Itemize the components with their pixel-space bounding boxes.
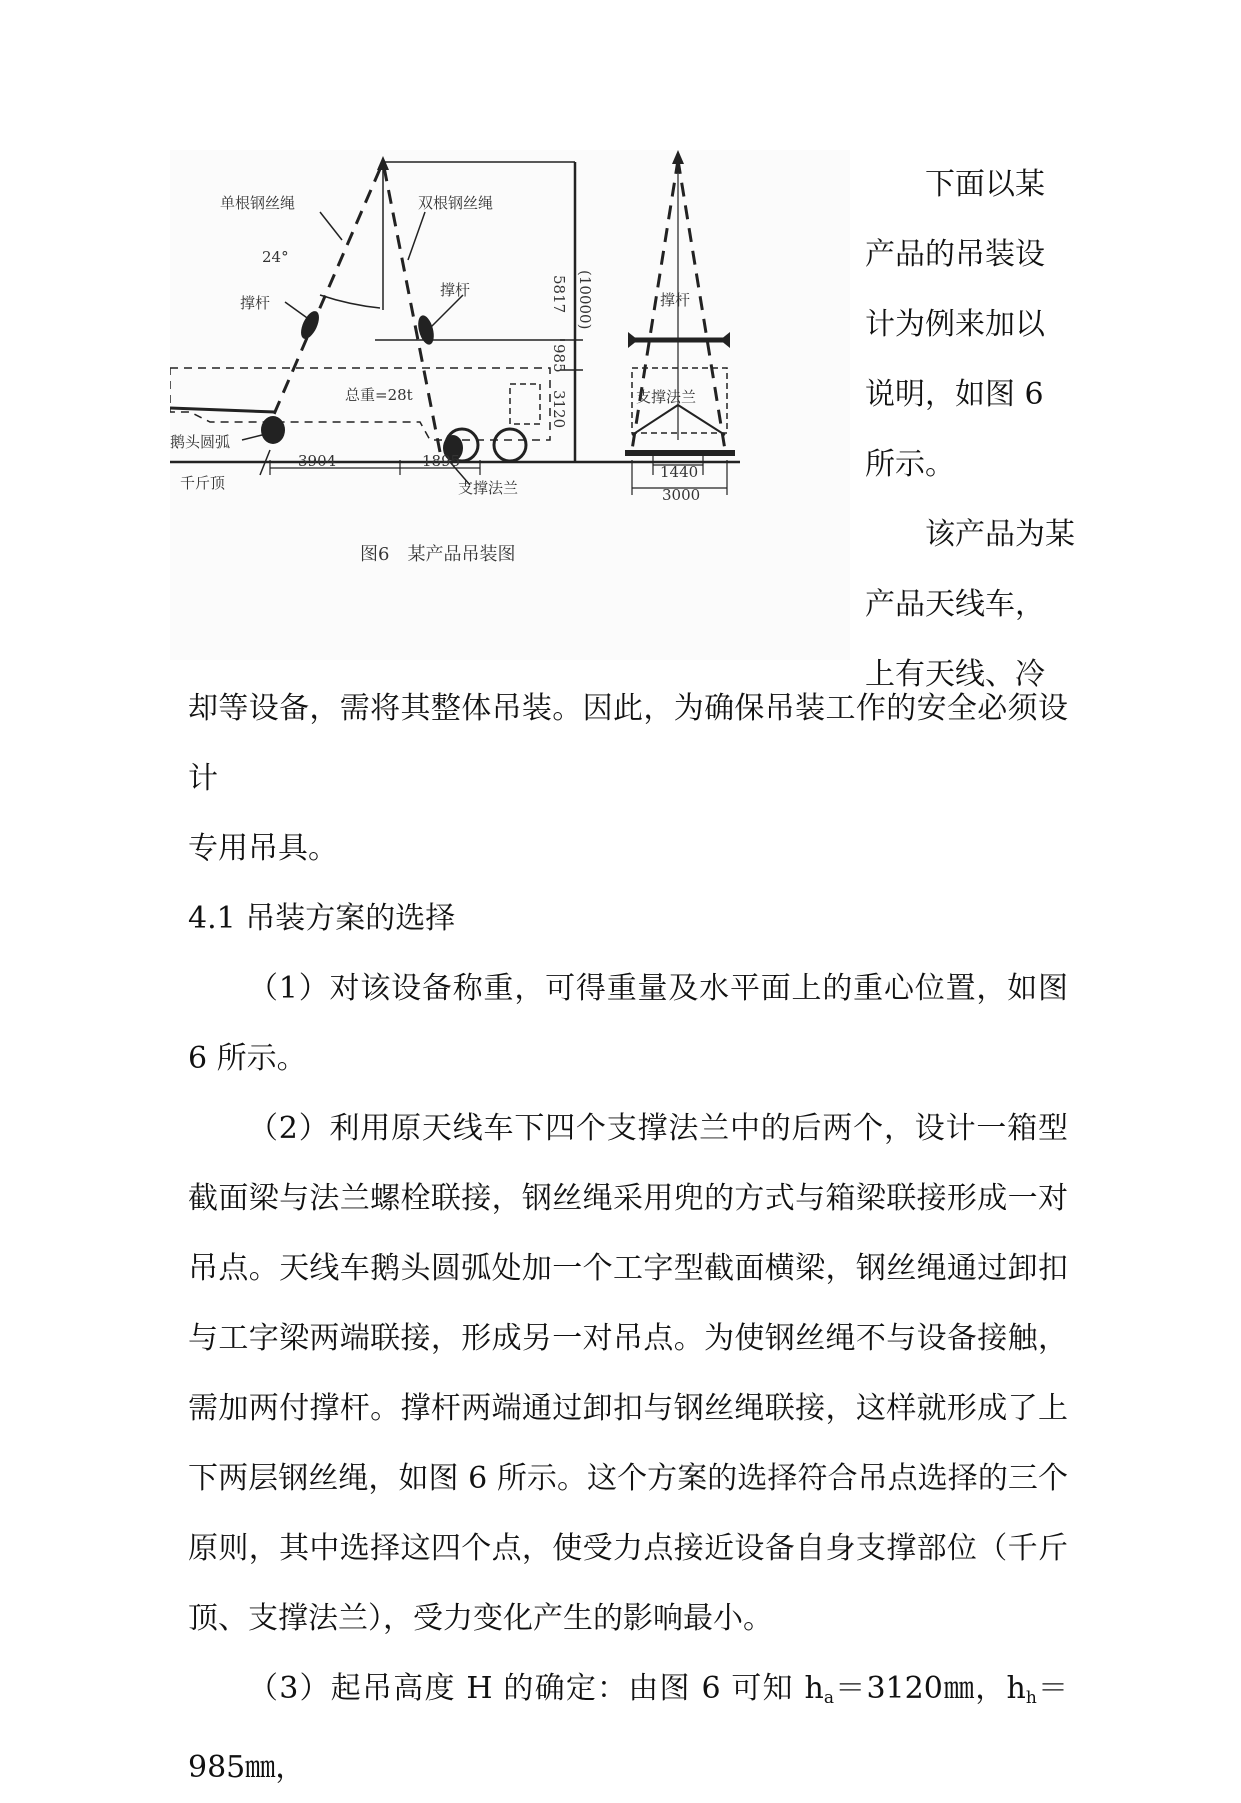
dim-1440: 1440 bbox=[660, 463, 699, 481]
paragraph-text: ＝985㎜， bbox=[188, 1671, 1069, 1785]
label-angle: 24° bbox=[262, 248, 289, 266]
paragraph-text: （3）起吊高度 H 的确定：由图 6 可知 h bbox=[248, 1671, 824, 1706]
lifting-diagram bbox=[170, 150, 850, 660]
section-title: 4.1 吊装方案的选择 bbox=[188, 901, 456, 936]
paragraph-line: 却等设备，需将其整体吊装。因此，为确保吊装工作的安全必须设计 bbox=[188, 691, 1068, 796]
label-strut-left: 撑杆 bbox=[240, 294, 271, 312]
sidebar-line: 上有天线、冷 bbox=[865, 657, 1045, 692]
lifting-figure bbox=[170, 150, 850, 660]
label-gooseneck-arc: 鹅头圆弧 bbox=[170, 433, 231, 451]
sidebar-line: 产品的吊装设 bbox=[865, 237, 1045, 272]
paragraph-text: ＝3120㎜，h bbox=[834, 1671, 1026, 1706]
dim-985: 985 bbox=[550, 344, 568, 373]
dim-10000: (10000) bbox=[576, 270, 594, 330]
sidebar-line: 说明，如图 6 bbox=[865, 377, 1044, 412]
dim-3120: 3120 bbox=[550, 390, 568, 429]
label-strut-right: 撑杆 bbox=[660, 291, 691, 309]
sidebar-text bbox=[865, 150, 1085, 710]
sidebar-line: 计为例来加以 bbox=[865, 307, 1045, 342]
sidebar-line: 所示。 bbox=[865, 447, 955, 482]
label-total-weight: 总重=28t bbox=[345, 386, 413, 404]
gooseneck-hook bbox=[261, 416, 285, 444]
label-jack: 千斤顶 bbox=[180, 474, 226, 492]
main-text bbox=[188, 674, 1068, 1803]
dim-1895: 1895 bbox=[422, 452, 461, 470]
paragraph bbox=[188, 1654, 1068, 1803]
label-double-rope: 双根钢丝绳 bbox=[418, 194, 494, 212]
sidebar-line: 下面以某 bbox=[925, 167, 1045, 202]
label-single-rope: 单根钢丝绳 bbox=[220, 194, 296, 212]
paragraph-line: 专用吊具。 bbox=[188, 831, 338, 866]
dim-3904: 3904 bbox=[298, 452, 337, 470]
sidebar-line: 产品天线车， bbox=[865, 587, 1045, 622]
label-flange-end: 支撑法兰 bbox=[636, 388, 697, 406]
mid-wheel bbox=[494, 429, 526, 461]
sidebar-line: 该产品为某 bbox=[925, 517, 1075, 552]
figure-caption: 图6 某产品吊装图 bbox=[360, 544, 516, 565]
dim-5817: 5817 bbox=[550, 275, 568, 314]
label-strut-mid: 撑杆 bbox=[440, 281, 471, 299]
angle-arc bbox=[320, 295, 380, 308]
label-flange-side: 支撑法兰 bbox=[458, 479, 519, 497]
top-arrowhead bbox=[377, 156, 389, 170]
paragraph: （1）对该设备称重，可得重量及水平面上的重心位置，如图 6 所示。 bbox=[188, 971, 1068, 1076]
truck-body-outline bbox=[170, 368, 550, 440]
subscript-h: h bbox=[1025, 1688, 1037, 1708]
subscript-a: a bbox=[823, 1688, 835, 1708]
mid-strut-mark bbox=[415, 314, 436, 347]
paragraph: （2）利用原天线车下四个支撑法兰中的后两个，设计一箱型截面梁与法兰螺栓联接，钢丝绳采用兜的方式与箱梁联接形成一对吊点。天线车鹅头圆弧处加一个工字型截面横梁，钢丝绳通过卸扣与工字梁两端联接，形成另一对吊点。为使钢丝绳不与设备接触，需加两付撑杆。撑杆两端通过卸扣与钢丝绳联接，这样就形成了上下两层钢丝绳，如图 6 所示。这个方案的选择符合吊点选择的三个原则，其中选择这四个点，使受力点接近设备自身支撑部位（千斤顶、支撑法兰），受力变化产生的影响最小。 bbox=[188, 1111, 1068, 1636]
dim-3000: 3000 bbox=[662, 486, 701, 504]
